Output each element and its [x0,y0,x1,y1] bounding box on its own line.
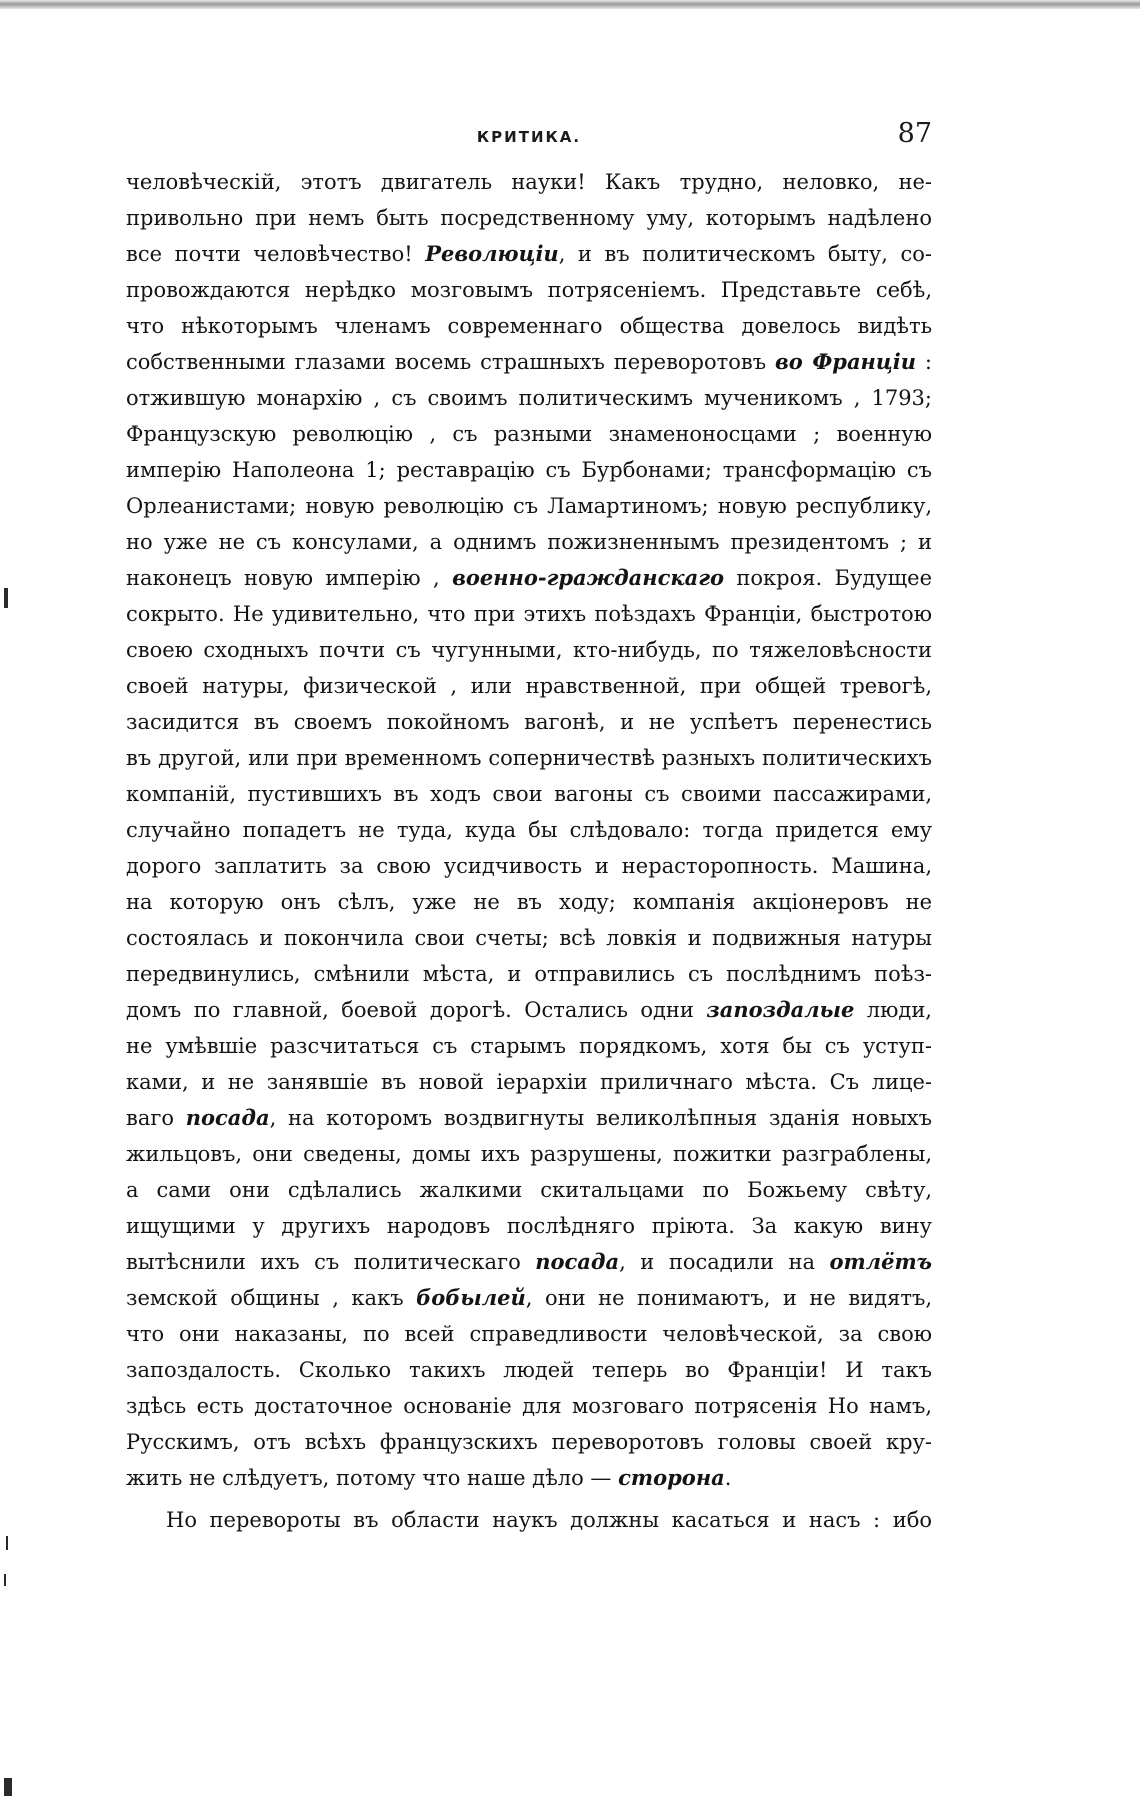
text-line [126,992,932,1028]
text-segment: случайно попадетъ не туда, куда бы слѣдовало: тогда придется ему [126,818,932,842]
italic-term: отлётъ [829,1249,932,1274]
scan-artifact-mark [4,1574,6,1586]
text-line [126,1460,932,1496]
italic-term: Революціи [425,241,559,266]
text-segment: , и посадили на [619,1250,830,1274]
italic-term: посада [535,1249,620,1274]
text-segment: что нѣкоторымъ членамъ современнаго общества довелось видѣть [126,314,932,338]
text-segment: здѣсь есть достаточное основаніе для мозговаго потрясенія Но намъ, [126,1394,932,1418]
italic-term: запоздалые [706,997,855,1022]
text-segment: собственными глазами восемь страшныхъ переворотовъ [126,350,775,374]
text-segment: на которую онъ сѣлъ, уже не въ ходу; компанія акціонеровъ не [126,890,932,914]
text-line [126,596,932,632]
text-line [126,200,932,236]
text-segment: компаній, пустившихъ въ ходъ свои вагоны съ своими пассажирами, [126,782,932,806]
text-line [126,1064,932,1100]
text-line [126,488,932,524]
text-segment: передвинулись, смѣнили мѣста, и отправились съ послѣднимъ поѣз- [126,962,932,986]
text-line [126,272,932,308]
italic-term: посада [185,1105,270,1130]
body-text [126,164,932,1538]
text-segment: люди, [854,998,932,1022]
text-line [126,1244,932,1280]
text-segment: , они не понимаютъ, и не видятъ, [525,1286,932,1310]
text-segment: Но перевороты въ области наукъ должны касаться и насъ : ибо [166,1508,932,1532]
text-segment: своей натуры, физической , или нравственной, при общей тревогѣ, [126,674,932,698]
running-head [126,118,932,154]
text-line [126,848,932,884]
text-line [126,1208,932,1244]
text-line [126,1352,932,1388]
text-line [126,884,932,920]
text-line [126,812,932,848]
italic-term: военно-гражданскаго [452,565,725,590]
text-segment: человѣческій, этотъ двигатель науки! Какъ трудно, неловко, не- [126,170,932,194]
text-line [126,524,932,560]
text-segment: Русскимъ, отъ всѣхъ французскихъ переворотовъ головы своей кру- [126,1430,932,1454]
scan-top-edge [0,0,1140,9]
text-line [126,308,932,344]
text-segment: дорого заплатить за свою усидчивость и нерасторопность. Машина, [126,854,932,878]
text-segment: ищущими у другихъ народовъ послѣдняго пріюта. За какую вину [126,1214,932,1238]
text-line [126,1028,932,1064]
text-segment: сокрыто. Не удивительно, что при этихъ поѣздахъ Франціи, быстротою [126,602,932,626]
text-line [126,1136,932,1172]
text-segment: жильцовъ, они сведены, домы ихъ разрушены, пожитки разграблены, [126,1142,932,1166]
text-segment: вытѣснили ихъ съ политическаго [126,1250,536,1274]
text-segment: Французскую революцію , съ разными знаменоносцами ; военную [126,422,932,446]
text-line [126,1424,932,1460]
text-line [126,1388,932,1424]
text-line [126,1502,932,1538]
text-segment: Орлеанистами; новую революцію съ Ламартиномъ; новую республику, [126,494,932,518]
text-segment: своею сходныхъ почти съ чугунными, кто-нибудь, по тяжеловѣсности [126,638,932,662]
text-segment: запоздалость. Сколько такихъ людей теперь во Франціи! И такъ [126,1358,932,1382]
scan-artifact-mark [4,1778,12,1796]
italic-term: бобылей [416,1285,526,1310]
text-line [126,560,932,596]
text-line [126,956,932,992]
text-segment: покроя. Будущее [724,566,932,590]
text-line [126,740,932,776]
text-segment: все почти человѣчество! [126,242,426,266]
italic-term: сторона [618,1465,725,1490]
text-segment: отжившую монархію , съ своимъ политическимъ мученикомъ , 1793; [126,386,932,410]
text-segment: : [915,350,932,374]
text-segment: жить не слѣдуетъ, потому что наше дѣло — [126,1466,619,1490]
text-segment: наконецъ новую имперію , [126,566,453,590]
text-line [126,380,932,416]
text-line [126,1100,932,1136]
text-line [126,632,932,668]
text-line [126,452,932,488]
scan-artifact-mark [6,1536,8,1550]
text-segment: но уже не съ консулами, а однимъ пожизненнымъ президентомъ ; и [126,530,932,554]
text-line [126,1172,932,1208]
text-line [126,704,932,740]
text-segment: , на которомъ воздвигнуты великолѣпныя зданія новыхъ [269,1106,932,1130]
text-segment: не умѣвшіе разсчитаться съ старымъ порядкомъ, хотя бы съ уступ- [126,1034,932,1058]
text-segment: домъ по главной, боевой дорогѣ. Остались одни [126,998,707,1022]
text-line [126,1280,932,1316]
text-segment: имперію Наполеона 1; реставрацію съ Бурбонами; трансформацію съ [126,458,932,482]
text-segment: . [724,1466,732,1490]
running-title: КРИТИКА. [476,128,582,146]
scan-artifact-mark [4,588,8,608]
page-number: 87 [897,118,932,149]
text-segment: земской общины , какъ [126,1286,417,1310]
text-segment: ваго [126,1106,186,1130]
text-segment: въ другой, или при временномъ соперничествѣ разныхъ политическихъ [126,746,932,770]
text-line [126,236,932,272]
text-segment: ками, и не занявшіе въ новой іерархіи приличнаго мѣста. Съ лице- [126,1070,932,1094]
italic-term: во Франціи [774,349,916,374]
text-segment: привольно при немъ быть посредственному уму, которымъ надѣлено [126,206,932,230]
text-segment: , и въ политическомъ быту, со- [558,242,932,266]
text-line [126,1316,932,1352]
text-segment: состоялась и покончила свои счеты; всѣ ловкія и подвижныя натуры [126,926,932,950]
text-line [126,920,932,956]
text-line [126,668,932,704]
text-segment: засидится въ своемъ покойномъ вагонѣ, и не успѣетъ перенестись [126,710,932,734]
text-line [126,776,932,812]
text-segment: а сами они сдѣлались жалкими скитальцами по Божьему свѣту, [126,1178,932,1202]
text-line [126,164,932,200]
text-segment: что они наказаны, по всей справедливости человѣческой, за свою [126,1322,932,1346]
text-line [126,416,932,452]
text-line [126,344,932,380]
text-segment: провождаются нерѣдко мозговымъ потрясеніемъ. Представьте себѣ, [126,278,932,302]
